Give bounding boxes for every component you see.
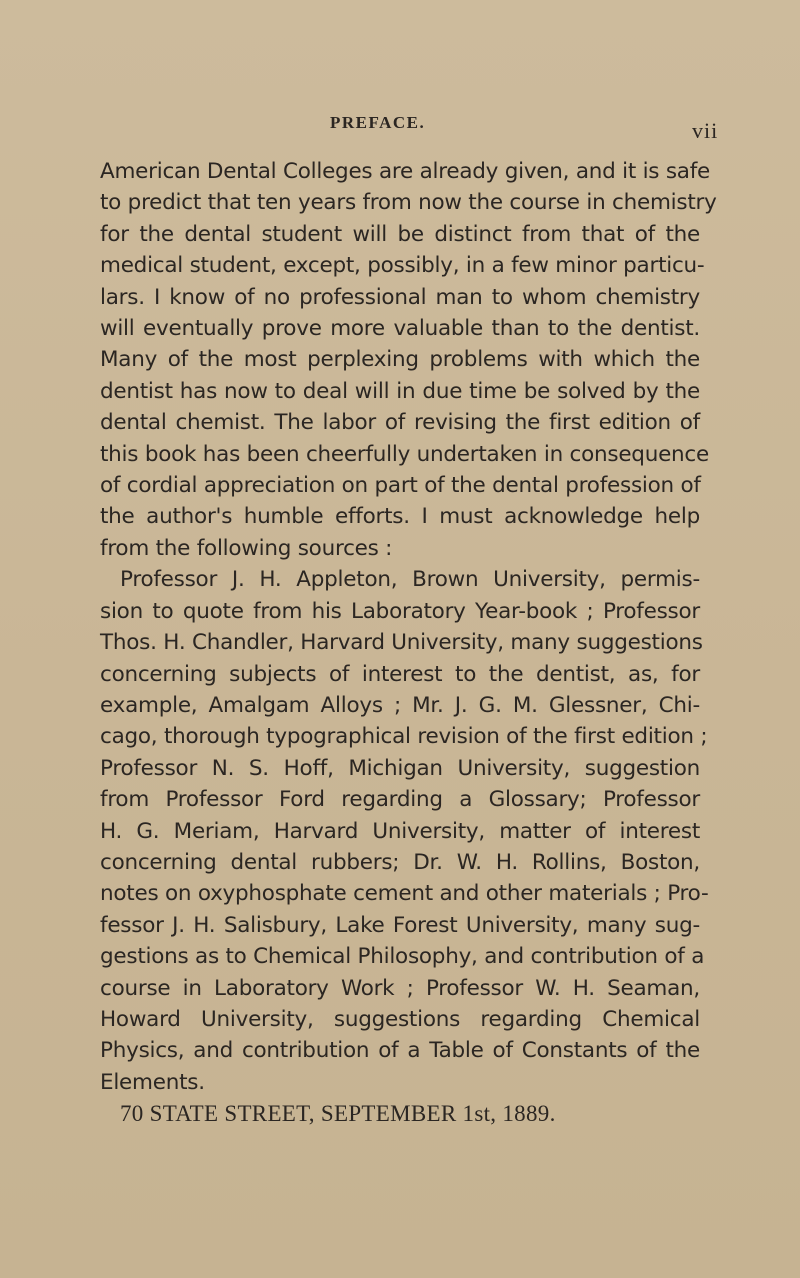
text-line: Howard University, suggestions regarding Chemical <box>100 1006 700 1032</box>
text-line: Thos. H. Chandler, Harvard University, many suggestions <box>100 630 703 656</box>
text-line: gestions as to Chemical Philosophy, and contribution of a <box>100 944 705 970</box>
text-line: dental chemist. The labor of revising the first edition of <box>100 410 700 436</box>
running-head: PREFACE. <box>330 113 426 132</box>
paragraph-1 <box>100 156 717 564</box>
text-line: notes on oxyphosphate cement and other materials ; Pro- <box>100 881 709 907</box>
text-line: Many of the most perplexing problems with which the <box>100 347 700 373</box>
text-line: medical student, except, possibly, in a few minor particu- <box>100 253 705 279</box>
text-line: dentist has now to deal will in due time be solved by the <box>100 378 700 404</box>
text-line: American Dental Colleges are already given, and it is safe <box>100 159 711 184</box>
text-line: the author's humble efforts. I must acknowledge help <box>100 504 700 530</box>
text-line: course in Laboratory Work ; Professor W. H. Seaman, <box>100 975 700 1001</box>
text-line: cago, thorough typographical revision of the first edition ; <box>100 724 708 750</box>
text-line: for the dental student will be distinct from that of the <box>100 221 700 247</box>
text-line: of cordial appreciation on part of the dental profession of <box>100 473 701 499</box>
text-line: sion to quote from his Laboratory Year-book ; Professor <box>100 598 700 624</box>
text-line: H. G. Meriam, Harvard University, matter of interest <box>100 818 700 844</box>
page-number: vii <box>692 118 719 143</box>
text-line: from the following sources : <box>100 535 393 561</box>
text-line: will eventually prove more valuable than to the dentist. <box>100 316 700 342</box>
text-line: lars. I know of no professional man to whom chemistry <box>100 284 700 310</box>
text-line: this book has been cheerfully undertaken in consequence <box>100 441 709 467</box>
preface-text <box>100 156 717 1130</box>
text-line: concerning subjects of interest to the dentist, as, for <box>100 661 700 687</box>
text-line: to predict that ten years from now the course in chemistry <box>100 190 717 216</box>
text-line: Professor N. S. Hoff, Michigan University, suggestion <box>100 755 700 781</box>
text-line: Physics, and contribution of a Table of Constants of the <box>100 1038 700 1064</box>
text-line: from Professor Ford regarding a Glossary; Professor <box>100 787 700 813</box>
text-line: fessor J. H. Salisbury, Lake Forest University, many sug- <box>100 912 700 938</box>
signoff-address-date: 70 STATE STREET, SEPTEMBER 1st, 1889. <box>120 1101 556 1127</box>
text-line: Professor J. H. Appleton, Brown University, permis- <box>120 567 700 593</box>
text-line: example, Amalgam Alloys ; Mr. J. G. M. Glessner, Chi- <box>100 692 700 718</box>
paragraph-2 <box>100 564 709 1098</box>
text-line: concerning dental rubbers; Dr. W. H. Rollins, Boston, <box>100 849 700 875</box>
text-line: Elements. <box>100 1069 205 1095</box>
